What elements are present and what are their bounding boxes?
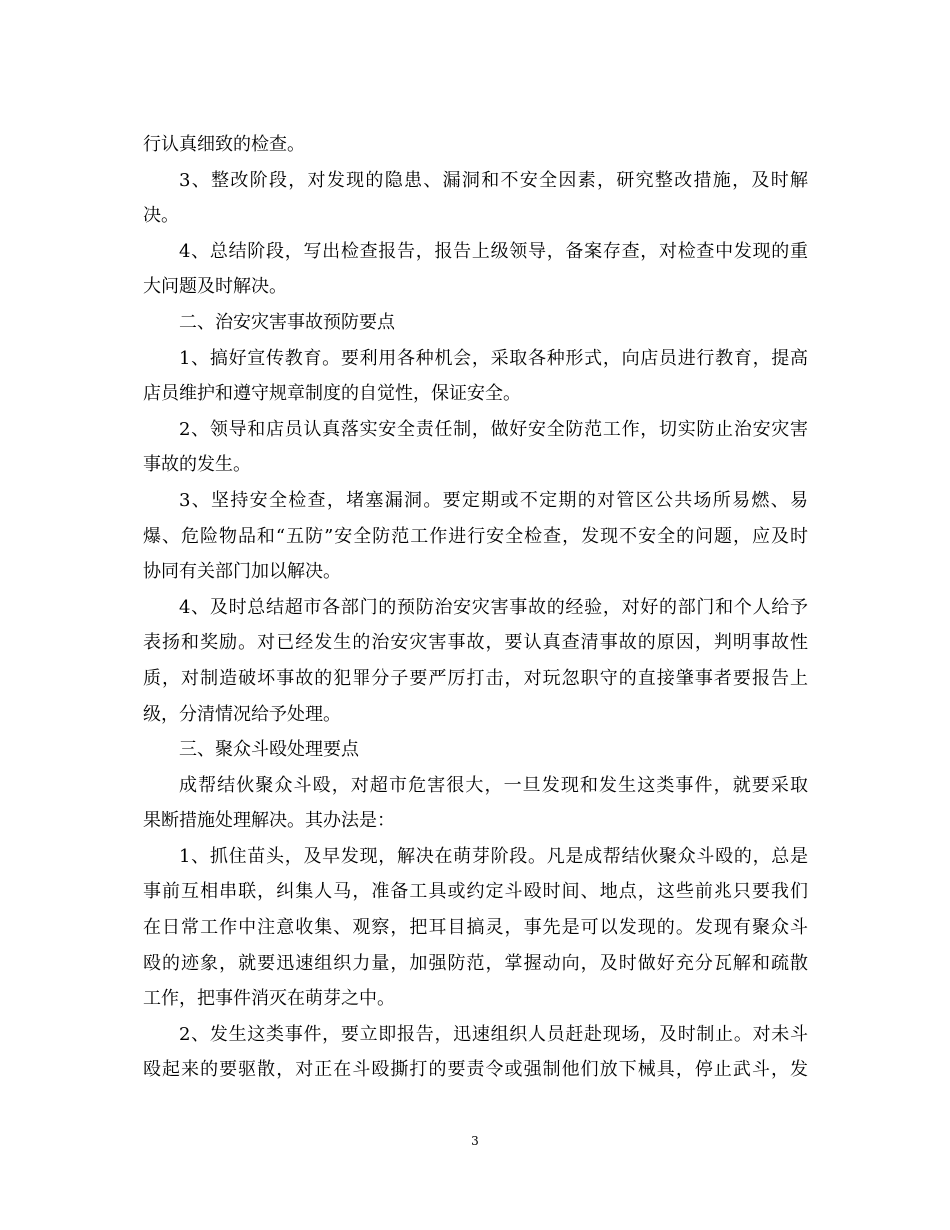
text-line: 事前互相串联，纠集人马，准备工具或约定斗殴时间、地点，这些前兆只要我们	[143, 881, 808, 903]
document-body	[143, 127, 808, 1088]
text-line: 成帮结伙聚众斗殴，对超市危害很大，一旦发现和发生这类事件，就要采取	[179, 774, 808, 796]
text-line: 4、及时总结超市各部门的预防治安灾害事故的经验，对好的部门和个人给予	[179, 596, 808, 618]
text-line: 2、发生这类事件，要立即报告，迅速组织人员赶赴现场，及时制止。对未斗	[179, 1023, 808, 1045]
text-line: 2、领导和店员认真落实安全责任制，做好安全防范工作，切实防止治安灾害	[179, 418, 808, 440]
text-line: 3、整改阶段，对发现的隐患、漏洞和不安全因素，研究整改措施，及时解	[179, 169, 808, 191]
page-number: 3	[471, 1134, 479, 1148]
text-line: 质，对制造破坏事故的犯罪分子要严厉打击，对玩忽职守的直接肇事者要报告上	[143, 667, 808, 689]
text-line: 4、总结阶段，写出检查报告，报告上级领导，备案存查，对检查中发现的重	[179, 240, 808, 262]
text-line: 大问题及时解决。	[143, 276, 287, 298]
text-line: 3、坚持安全检查，堵塞漏洞。要定期或不定期的对管区公共场所易燃、易	[179, 489, 808, 511]
text-line: 1、搞好宣传教育。要利用各种机会，采取各种形式，向店员进行教育，提高	[179, 347, 808, 369]
text-line: 三、聚众斗殴处理要点	[179, 739, 359, 761]
text-line: 事故的发生。	[143, 454, 251, 476]
text-line: 二、治安灾害事故预防要点	[179, 311, 395, 333]
text-line: 果断措施处理解决。其办法是：	[143, 810, 395, 832]
text-line: 表扬和奖励。对已经发生的治安灾害事故，要认真查清事故的原因，判明事故性	[143, 632, 808, 654]
text-line: 殴的迹象，就要迅速组织力量，加强防范，掌握动向，及时做好充分瓦解和疏散	[143, 952, 808, 974]
text-line: 工作，把事件消灭在萌芽之中。	[143, 988, 395, 1010]
text-line: 店员维护和遵守规章制度的自觉性，保证安全。	[143, 383, 521, 405]
text-line: 行认真细致的检查。	[143, 134, 305, 155]
text-line: 1、抓住苗头，及早发现，解决在萌芽阶段。凡是成帮结伙聚众斗殴的，总是	[179, 845, 808, 867]
text-line: 爆、危险物品和“五防”安全防范工作进行安全检查，发现不安全的问题，应及时	[143, 525, 808, 547]
text-line: 殴起来的要驱散，对正在斗殴撕打的要责令或强制他们放下械具，停止武斗，发	[143, 1059, 808, 1081]
text-line: 级，分清情况给予处理。	[143, 703, 341, 725]
text-line: 在日常工作中注意收集、观察，把耳目搞灵，事先是可以发现的。发现有聚众斗	[143, 917, 808, 939]
text-line: 协同有关部门加以解决。	[143, 561, 341, 583]
text-line: 决。	[143, 205, 179, 227]
